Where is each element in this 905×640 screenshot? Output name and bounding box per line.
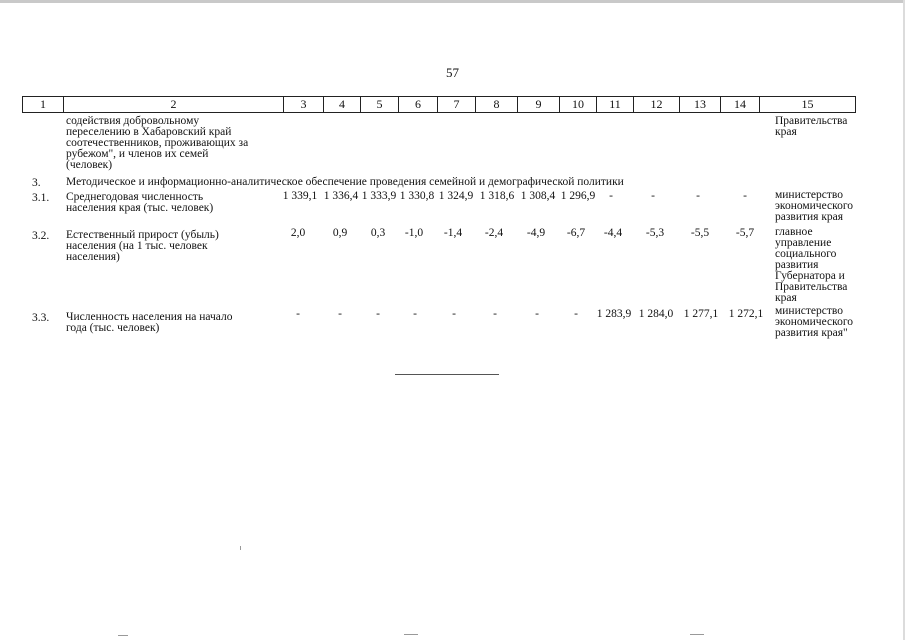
continuation-responsible: Правительства края xyxy=(775,115,848,138)
cell-value: 0,9 xyxy=(332,227,348,239)
cell-value: - xyxy=(743,190,747,202)
row-name: Численность населения на начало года (тыс. человек) xyxy=(66,311,233,334)
table-header-row xyxy=(22,96,856,113)
scan-edge-top xyxy=(0,0,905,3)
header-col-2: 2 xyxy=(64,97,284,112)
header-col-9: 9 xyxy=(518,97,560,112)
cell-value: 1 333,9 xyxy=(361,190,397,202)
section-title: Методическое и информационно-аналитическое обеспечение проведения семейной и демографической политики xyxy=(66,176,624,188)
cell-value: -2,4 xyxy=(484,227,504,239)
header-col-7: 7 xyxy=(438,97,476,112)
cell-value: 1 318,6 xyxy=(479,190,515,202)
cell-value: 1 339,1 xyxy=(282,190,318,202)
cell-value: -6,7 xyxy=(566,227,586,239)
cell-value: -5,7 xyxy=(735,227,755,239)
section-number: 3. xyxy=(32,177,41,189)
cell-value: - xyxy=(609,190,613,202)
header-col-1: 1 xyxy=(23,97,64,112)
continuation-name: содействия добровольному переселению в Хабаровский край соотечественников, проживающих за рубежом", и членов их семей (человек) xyxy=(66,115,249,171)
cell-value: 1 308,4 xyxy=(520,190,556,202)
cell-value: 1 336,4 xyxy=(323,190,359,202)
cell-value: -5,3 xyxy=(645,227,665,239)
header-col-6: 6 xyxy=(399,97,438,112)
cell-value: 1 284,0 xyxy=(638,308,674,320)
cell-value: - xyxy=(338,308,342,320)
header-col-13: 13 xyxy=(680,97,721,112)
cell-value: - xyxy=(413,308,417,320)
cell-value: 1 330,8 xyxy=(399,190,435,202)
row-responsible: министерство экономического развития края" xyxy=(775,305,854,339)
cell-value: - xyxy=(651,190,655,202)
cell-value: 2,0 xyxy=(290,227,306,239)
scan-speck xyxy=(118,635,128,636)
cell-value: -5,5 xyxy=(690,227,710,239)
cell-value: - xyxy=(535,308,539,320)
header-col-4: 4 xyxy=(324,97,361,112)
cell-value: 1 296,9 xyxy=(560,190,596,202)
cell-value: - xyxy=(452,308,456,320)
cell-value: 1 283,9 xyxy=(596,308,632,320)
row-number: 3.1. xyxy=(32,192,50,204)
row-responsible: главное управление социального развития Губернатора и Правительства края xyxy=(775,226,848,304)
header-col-3: 3 xyxy=(284,97,324,112)
header-col-14: 14 xyxy=(721,97,760,112)
cell-value: - xyxy=(493,308,497,320)
row-number: 3.2. xyxy=(32,230,50,242)
cell-value: 1 324,9 xyxy=(438,190,474,202)
cell-value: -4,9 xyxy=(526,227,546,239)
header-col-15: 15 xyxy=(801,97,814,111)
header-col-11: 11 xyxy=(597,97,634,112)
scan-speck xyxy=(240,546,241,550)
header-col-12: 12 xyxy=(634,97,680,112)
cell-value: - xyxy=(696,190,700,202)
row-number: 3.3. xyxy=(32,312,50,324)
scan-speck xyxy=(404,634,418,635)
scan-speck xyxy=(690,634,704,635)
row-name: Естественный прирост (убыль) населения (на 1 тыс. человек населения) xyxy=(66,229,219,263)
closing-rule xyxy=(395,374,499,375)
cell-value: - xyxy=(574,308,578,320)
cell-value: - xyxy=(376,308,380,320)
page-number: 57 xyxy=(446,65,459,80)
row-name: Среднегодовая численность населения края (тыс. человек) xyxy=(66,191,214,214)
cell-value: 0,3 xyxy=(370,227,386,239)
cell-value: 1 272,1 xyxy=(728,308,764,320)
header-col-8: 8 xyxy=(476,97,518,112)
cell-value: -1,4 xyxy=(443,227,463,239)
header-col-5: 5 xyxy=(361,97,399,112)
cell-value: 1 277,1 xyxy=(683,308,719,320)
cell-value: -4,4 xyxy=(603,227,623,239)
cell-value: -1,0 xyxy=(404,227,424,239)
header-col-10: 10 xyxy=(560,97,597,112)
row-responsible: министерство экономического развития края xyxy=(775,189,854,223)
cell-value: - xyxy=(296,308,300,320)
